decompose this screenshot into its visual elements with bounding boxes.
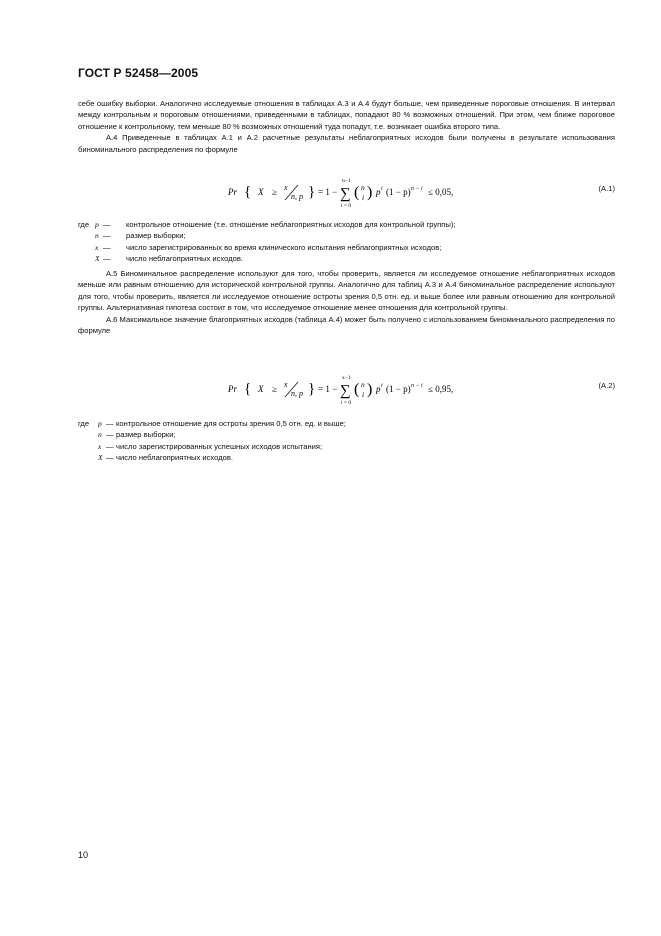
factor-exp: n − i	[411, 186, 423, 192]
legend-row	[78, 452, 615, 463]
legend-symbol: p	[98, 419, 102, 428]
formula-a2	[78, 373, 615, 406]
binom-right-paren: )	[367, 184, 373, 201]
legend-row	[78, 219, 615, 230]
binom-top: n	[361, 183, 365, 192]
legend-dash: —	[103, 242, 111, 252]
formula-a1-expression	[228, 176, 468, 212]
formula-lhs: Pr	[228, 384, 237, 394]
legend-text: размер выборки;	[126, 231, 186, 241]
legend-text: число зарегистрированных во время клинического испытания неблагоприятных исходов;	[126, 242, 442, 252]
inequality: ≤ 0,95,	[428, 384, 454, 394]
p-base: p	[376, 187, 381, 197]
legend-symbol: n	[98, 430, 102, 440]
legend-text: число неблагоприятных исходов.	[116, 453, 233, 463]
formula-geq: ≥	[272, 187, 277, 197]
factor: (1 − p)	[386, 187, 411, 197]
legend-row	[78, 429, 615, 440]
formula-var-X: X	[258, 187, 264, 197]
legend-dash: —	[106, 441, 114, 451]
formula-a2-expression	[228, 373, 468, 409]
sigma: ∑	[340, 186, 351, 202]
binom-right-paren: )	[367, 381, 373, 398]
binom-top: n	[361, 380, 365, 389]
formula-geq: ≥	[272, 384, 277, 394]
legend-text: число зарегистрированных успешных исходов испытания;	[116, 441, 323, 451]
frac-x: x	[284, 380, 288, 389]
legend-text: контрольное отношение (т.е. отношение неблагоприятных исходов для контрольной группы);	[126, 220, 456, 229]
factor: (1 − p)	[386, 384, 411, 394]
equation-number: (A.1)	[598, 184, 615, 193]
legend-1	[78, 219, 615, 265]
legend-prefix: где	[78, 220, 90, 229]
legend-dash: —	[106, 419, 114, 428]
document-header: ГОСТ Р 52458—2005	[78, 66, 199, 80]
formula-a1	[78, 176, 615, 209]
sum-lower: i = 0	[341, 203, 352, 209]
factor-exp: n − i	[411, 383, 423, 389]
legend-text: размер выборки;	[116, 430, 176, 440]
inequality: ≤ 0,05,	[428, 187, 454, 197]
legend-dash: —	[103, 231, 111, 241]
left-brace: {	[244, 381, 252, 397]
eq-one-minus: = 1 −	[318, 187, 338, 197]
legend-text: контрольное отношение для остроты зрения 0,5 отн. ед. и выше;	[116, 419, 346, 428]
legend-symbol: X	[98, 453, 103, 463]
legend-dash: —	[106, 453, 114, 463]
frac-np: n, p	[291, 192, 303, 201]
left-brace: {	[244, 184, 252, 200]
sum-upper: x−1	[342, 375, 351, 381]
legend-symbol: n	[95, 231, 99, 241]
legend-dash: —	[103, 220, 111, 229]
legend-row	[78, 242, 615, 253]
legend-text: число неблагоприятных исходов.	[126, 254, 243, 264]
text-block-2	[78, 268, 615, 336]
formula-lhs: Pr	[228, 187, 237, 197]
legend-row	[78, 230, 615, 241]
paragraph-a6: А.6 Максимальное значение благоприятных исходов (таблица А.4) может быть получено с использованием биноминального распределения по формуле	[78, 314, 615, 336]
legend-row	[78, 253, 615, 264]
legend-row	[78, 418, 615, 429]
legend-symbol: x	[98, 441, 102, 451]
equation-number: (A.2)	[598, 381, 615, 390]
binom-left-paren: (	[354, 381, 360, 398]
legend-symbol: x	[95, 242, 99, 252]
frac-x: x	[284, 183, 288, 192]
legend-symbol: p	[95, 220, 99, 229]
frac-np: n, p	[291, 389, 303, 398]
binom-bottom: i	[362, 193, 365, 202]
legend-prefix: где	[78, 419, 90, 428]
binom-left-paren: (	[354, 184, 360, 201]
page-number: 10	[78, 850, 89, 860]
p-base: p	[376, 384, 381, 394]
right-brace: }	[308, 184, 316, 200]
text-block-1	[78, 98, 615, 155]
legend-symbol: X	[95, 254, 100, 264]
sigma: ∑	[340, 383, 351, 399]
paragraph-continuation: себе ошибку выборки. Аналогично исследуемые отношения в таблицах А.3 и А.4 будут больше, чем приведенные пороговые отношения. В интервал между контрольным и пороговым отношениями, приведенными в таблицах, попадают 80 % возможных отношений. При этом, чем ближе пороговое отношение к контрольному, тем меньше 80 % возможных отношений туда попадут, т.е. возникает ошибка второго типа.	[78, 99, 615, 131]
legend-dash: —	[103, 254, 111, 264]
formula-var-X: X	[258, 384, 264, 394]
legend-dash: —	[106, 430, 114, 440]
right-brace: }	[308, 381, 316, 397]
sum-lower: i = 0	[341, 400, 352, 406]
legend-2	[78, 418, 615, 464]
paragraph-a4: А.4 Приведенные в таблицах А.1 и А.2 расчетные результаты неблагоприятных исходов были получены в результате использования биноминального распределения по формуле	[78, 133, 615, 154]
legend-row	[78, 441, 615, 452]
p-exp: i	[381, 383, 383, 389]
eq-one-minus: = 1 −	[318, 384, 338, 394]
p-exp: i	[381, 186, 383, 192]
paragraph-a5: А.5 Биноминальное распределение используют для того, чтобы проверить, является ли исследуемое отношение неблагоприятных исходов меньше или равным отношению для исторической контрольной группы. Аналогично для таблиц А.3 и А.4 биноминальное распределение используют для того, чтобы проверить, является ли исследуемое отношение остроты зрения 0,5 отн. ед. и выше более или равным отношению для контрольной группы. Альтернативная гипотеза состоит в том, что исследуемое отношение менее отношения для контрольной группы.	[78, 269, 615, 313]
sum-upper: n−1	[342, 178, 351, 184]
binom-bottom: i	[362, 390, 365, 399]
